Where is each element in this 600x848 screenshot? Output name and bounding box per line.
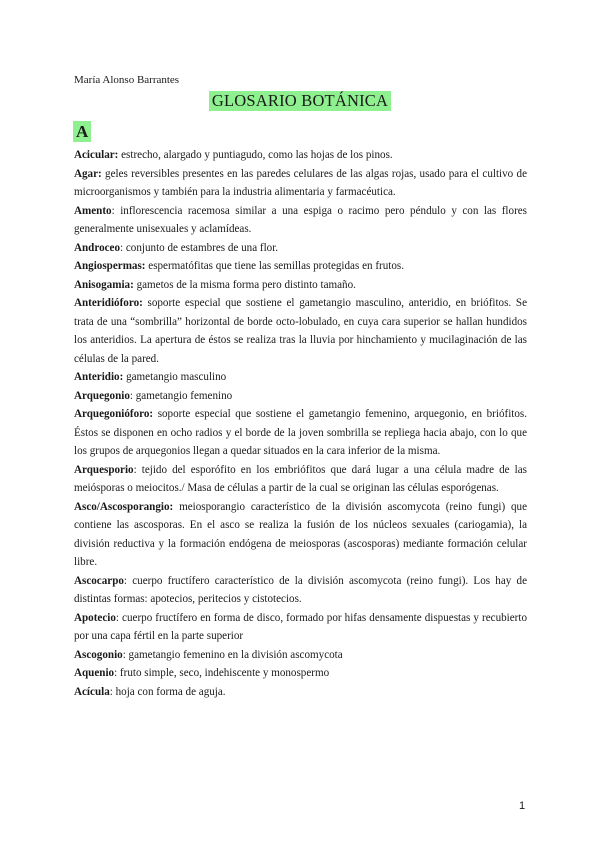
entry-definition: : hoja con forma de aguja. bbox=[109, 685, 226, 698]
entry-term: Acícula bbox=[74, 685, 110, 698]
entry-definition: espermatófitas que tiene las semillas protegidas en frutos. bbox=[145, 260, 404, 272]
glossary-entry bbox=[74, 387, 527, 406]
entry-term: Acicular: bbox=[74, 149, 119, 161]
glossary-entries bbox=[74, 146, 527, 701]
entry-term: Asco/Ascosporangio: bbox=[74, 500, 174, 513]
glossary-entry bbox=[74, 405, 527, 461]
page-title: GLOSARIO BOTÁNICA bbox=[209, 91, 391, 111]
entry-definition: : tejido del esporófito en los embriófitos que dará lugar a una célula madre de las meiósporas o meiocitos./ Masa de células a partir de la cual se originan las células esporógenas. bbox=[74, 463, 527, 494]
entry-term: Anisogamia: bbox=[74, 278, 134, 291]
entry-definition: : gametangio femenino en la división ascomycota bbox=[122, 648, 343, 661]
entry-definition: soporte especial que sostiene el gametangio femenino, arquegonio, en briófitos. Éstos se disponen en ocho radios y el borde de la joven sombrilla se repliega hacia abajo, con lo que los grupos de arquegonios llegan a quedar situados en la cara inferior de la misma. bbox=[74, 408, 527, 457]
entry-term: Agar: bbox=[74, 167, 102, 180]
glossary-entry bbox=[74, 368, 527, 387]
entry-definition: meiosporangio característico de la división ascomycota (reino fungi) que contiene las ascosporas. En el asco se realiza la fusión de los núcleos sexuales (cariogamia), la división reductiva y la formación endógena de meiosporas (ascosporas) mediante formación celular libre. bbox=[74, 500, 527, 568]
entry-definition: gametangio masculino bbox=[123, 371, 227, 383]
glossary-entry bbox=[74, 664, 527, 683]
glossary-entry bbox=[74, 461, 527, 498]
glossary-entry bbox=[74, 146, 527, 165]
glossary-entry bbox=[74, 498, 527, 572]
entry-definition: estrecho, alargado y puntiagudo, como las hojas de los pinos. bbox=[118, 149, 393, 161]
entry-definition: soporte especial que sostiene el gametangio masculino, anteridio, en briófitos. Se trata de una “sombrilla” horizontal de borde octo-lobulado, en cuya cara superior se hallan hundidos los anteridios. La apertura de éstos se realiza tras la lluvia por hinchamiento y mucilaginación de las células de la pared. bbox=[74, 297, 527, 365]
entry-definition: : cuerpo fructífero en forma de disco, formado por hifas densamente dispuestas y recubierto por una capa fértil en la parte superior bbox=[74, 611, 527, 642]
glossary-entry bbox=[74, 202, 527, 239]
entry-term: Angiospermas: bbox=[74, 260, 146, 272]
glossary-entry bbox=[74, 276, 527, 295]
title-wrap bbox=[0, 91, 600, 111]
entry-definition: : fruto simple, seco, indehiscente y monospermo bbox=[114, 667, 330, 679]
entry-definition: gametos de la misma forma pero distinto tamaño. bbox=[133, 278, 356, 291]
entry-term: Apotecio bbox=[74, 611, 116, 624]
section-letter: A bbox=[73, 121, 91, 142]
page-number: 1 bbox=[519, 800, 526, 812]
glossary-entry bbox=[74, 239, 527, 258]
glossary-entry bbox=[74, 646, 527, 665]
glossary-entry bbox=[74, 294, 527, 368]
glossary-entry bbox=[74, 572, 527, 609]
entry-definition: : cuerpo fructífero característico de la división ascomycota (reino fungi). Los hay de distintas formas: apotecios, peritecios y cistotecios. bbox=[74, 574, 527, 605]
entry-term: Arquesporio bbox=[74, 463, 134, 476]
entry-definition: : gametangio femenino bbox=[129, 389, 233, 402]
entry-term: Ascocarpo bbox=[74, 574, 124, 587]
glossary-entry bbox=[74, 609, 527, 646]
author-name: María Alonso Barrantes bbox=[74, 74, 180, 86]
entry-term: Arquegonióforo: bbox=[74, 408, 154, 420]
entry-term: Aquenio bbox=[74, 667, 115, 679]
entry-term: Androceo bbox=[74, 241, 121, 254]
entry-term: Anteridióforo: bbox=[74, 297, 143, 309]
entry-term: Arquegonio bbox=[74, 389, 130, 402]
glossary-entry bbox=[74, 257, 527, 276]
glossary-entry bbox=[74, 165, 527, 202]
entry-definition: : inflorescencia racemosa similar a una espiga o racimo pero péndulo y con las flores generalmente unisexuales y aclamídeas. bbox=[74, 204, 527, 235]
entry-definition: geles reversibles presentes en las paredes celulares de las algas rojas, usado para el cultivo de microorganismos y también para la industria alimentaria y farmacéutica. bbox=[74, 167, 527, 198]
entry-definition: : conjunto de estambres de una flor. bbox=[120, 241, 279, 254]
glossary-entry bbox=[74, 683, 527, 702]
entry-term: Amento bbox=[74, 204, 112, 217]
entry-term: Anteridio: bbox=[74, 371, 124, 383]
entry-term: Ascogonio bbox=[74, 648, 123, 661]
